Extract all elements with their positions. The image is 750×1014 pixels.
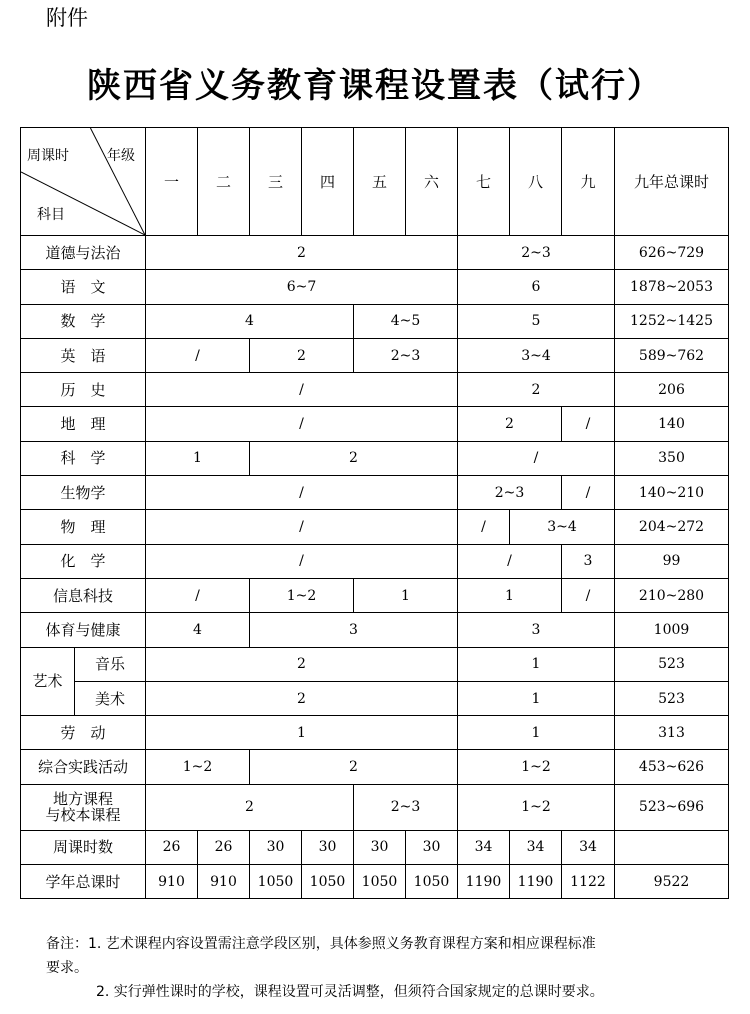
header-weekly-hours-label: 周课时: [27, 148, 69, 164]
grade-header: 八: [510, 128, 562, 236]
subject-name: 信息科技: [21, 578, 146, 612]
hours-cell: 1050: [406, 865, 458, 899]
subject-name: 生物学: [21, 476, 146, 510]
hours-cell: /: [562, 578, 615, 612]
total-cell: 523: [615, 681, 729, 715]
subject-name-line: 与校本课程: [45, 806, 121, 825]
header-row: [21, 128, 729, 236]
subject-name: 综合实践活动: [21, 750, 146, 784]
hours-cell: 2~3: [354, 784, 458, 830]
total-cell: 210~280: [615, 578, 729, 612]
hours-cell: 1050: [354, 865, 406, 899]
hours-cell: 3~4: [458, 338, 615, 372]
total-cell: 1009: [615, 613, 729, 647]
hours-cell: 2: [250, 338, 354, 372]
table-row: [21, 236, 729, 270]
hours-cell: 2: [458, 373, 615, 407]
table-row: [21, 647, 729, 681]
total-cell: 1252~1425: [615, 304, 729, 338]
hours-cell: /: [146, 476, 458, 510]
table-row: [21, 716, 729, 750]
hours-cell: /: [562, 407, 615, 441]
grade-header: 二: [198, 128, 250, 236]
subject-name: 语 文: [21, 270, 146, 304]
hours-cell: 5: [458, 304, 615, 338]
note-line-1: 备注：1. 艺术课程内容设置需注意学段区别，具体参照义务教育课程方案和相应课程标准: [46, 936, 596, 952]
subject-name: 历 史: [21, 373, 146, 407]
hours-cell: /: [458, 441, 615, 475]
hours-cell: 34: [510, 830, 562, 864]
total-hours-header: 九年总课时: [615, 128, 729, 236]
total-cell: 453~626: [615, 750, 729, 784]
total-cell: 99: [615, 544, 729, 578]
table-row: [21, 544, 729, 578]
total-cell: 523: [615, 647, 729, 681]
grade-header: 三: [250, 128, 302, 236]
hours-cell: 30: [250, 830, 302, 864]
hours-cell: 1~2: [146, 750, 250, 784]
hours-cell: 2: [458, 407, 562, 441]
hours-cell: 1: [354, 578, 458, 612]
course-table: [20, 127, 729, 899]
hours-cell: 30: [354, 830, 406, 864]
hours-cell: 1: [458, 647, 615, 681]
total-cell: 350: [615, 441, 729, 475]
note-line-2: 2. 实行弹性课时的学校，课程设置可灵活调整，但须符合国家规定的总课时要求。: [96, 984, 604, 1000]
hours-cell: 1190: [458, 865, 510, 899]
total-cell: 626~729: [615, 236, 729, 270]
hours-cell: /: [146, 510, 458, 544]
table-row: [21, 476, 729, 510]
hours-cell: 2: [250, 750, 458, 784]
subject-name: 美术: [75, 681, 146, 715]
grade-header: 九: [562, 128, 615, 236]
hours-cell: 2~3: [458, 476, 562, 510]
hours-cell: 4: [146, 613, 250, 647]
hours-cell: 1~2: [250, 578, 354, 612]
hours-cell: 1122: [562, 865, 615, 899]
subject-name: 道德与法治: [21, 236, 146, 270]
total-cell: 313: [615, 716, 729, 750]
table-row: [21, 510, 729, 544]
subject-name: 化 学: [21, 544, 146, 578]
hours-cell: /: [146, 578, 250, 612]
hours-cell: 2: [250, 441, 458, 475]
subject-name: 数 学: [21, 304, 146, 338]
hours-cell: 1: [458, 681, 615, 715]
hours-cell: 4: [146, 304, 354, 338]
subject-name: 劳 动: [21, 716, 146, 750]
hours-cell: 2: [146, 647, 458, 681]
table-row: [21, 613, 729, 647]
hours-cell: 1: [458, 716, 615, 750]
table-row: [21, 338, 729, 372]
subject-name: 体育与健康: [21, 613, 146, 647]
hours-cell: 34: [562, 830, 615, 864]
hours-cell: 4~5: [354, 304, 458, 338]
hours-cell: 1~2: [458, 750, 615, 784]
table-row: [21, 304, 729, 338]
hours-cell: /: [146, 338, 250, 372]
hours-cell: 1: [146, 441, 250, 475]
hours-cell: /: [146, 544, 458, 578]
table-row: [21, 681, 729, 715]
hours-cell: 30: [302, 830, 354, 864]
hours-cell: 2: [146, 681, 458, 715]
hours-cell: /: [458, 510, 510, 544]
subject-name: 科 学: [21, 441, 146, 475]
total-cell: 589~762: [615, 338, 729, 372]
hours-cell: 2: [146, 236, 458, 270]
total-cell: 140~210: [615, 476, 729, 510]
notes: [46, 932, 706, 1004]
subject-name: 音乐: [75, 647, 146, 681]
table-row: [21, 407, 729, 441]
hours-cell: 910: [198, 865, 250, 899]
table-row: [21, 578, 729, 612]
hours-cell: 6: [458, 270, 615, 304]
hours-cell: 26: [198, 830, 250, 864]
hours-cell: 3: [250, 613, 458, 647]
subject-name: 周课时数: [21, 830, 146, 864]
hours-cell: 1050: [302, 865, 354, 899]
grade-header: 一: [146, 128, 198, 236]
hours-cell: 1050: [250, 865, 302, 899]
grade-header: 七: [458, 128, 510, 236]
table-row: [21, 784, 729, 830]
hours-cell: 26: [146, 830, 198, 864]
subject-name: 学年总课时: [21, 865, 146, 899]
hours-cell: 3: [458, 613, 615, 647]
table-row: [21, 373, 729, 407]
page-title: 陕西省义务教育课程设置表（试行）: [87, 66, 663, 106]
hours-cell: /: [458, 544, 562, 578]
hours-cell: /: [146, 407, 458, 441]
header-subject-label: 科目: [37, 207, 65, 223]
hours-cell: /: [146, 373, 458, 407]
diagonal-header-cell: [21, 128, 146, 236]
hours-cell: 3: [562, 544, 615, 578]
subject-name-line: 地方课程: [52, 790, 113, 809]
hours-cell: 2: [146, 784, 354, 830]
hours-cell: 1: [458, 578, 562, 612]
hours-cell: 2~3: [458, 236, 615, 270]
total-cell: 204~272: [615, 510, 729, 544]
hours-cell: /: [562, 476, 615, 510]
subject-name: 英 语: [21, 338, 146, 372]
total-cell: 523~696: [615, 784, 729, 830]
hours-cell: 1190: [510, 865, 562, 899]
total-cell: 9522: [615, 865, 729, 899]
subject-group-name: 艺术: [21, 647, 75, 716]
hours-cell: 3~4: [510, 510, 615, 544]
table-row: [21, 750, 729, 784]
subject-name: 物 理: [21, 510, 146, 544]
hours-cell: 6~7: [146, 270, 458, 304]
grade-header: 五: [354, 128, 406, 236]
total-cell: 1878~2053: [615, 270, 729, 304]
header-grade-label: 年级: [107, 148, 135, 164]
hours-cell: 2~3: [354, 338, 458, 372]
total-cell: 140: [615, 407, 729, 441]
table-row: [21, 270, 729, 304]
hours-cell: 1~2: [458, 784, 615, 830]
hours-cell: 34: [458, 830, 510, 864]
table-row: [21, 441, 729, 475]
subject-name: [21, 784, 146, 830]
note-line-1-cont: 要求。: [46, 960, 88, 976]
total-cell: [615, 830, 729, 864]
weekly-hours-row: [21, 830, 729, 864]
hours-cell: 910: [146, 865, 198, 899]
grade-header: 四: [302, 128, 354, 236]
hours-cell: 1: [146, 716, 458, 750]
subject-name: 地 理: [21, 407, 146, 441]
yearly-hours-row: [21, 865, 729, 899]
grade-header: 六: [406, 128, 458, 236]
attachment-label: 附件: [46, 6, 88, 30]
hours-cell: 30: [406, 830, 458, 864]
total-cell: 206: [615, 373, 729, 407]
